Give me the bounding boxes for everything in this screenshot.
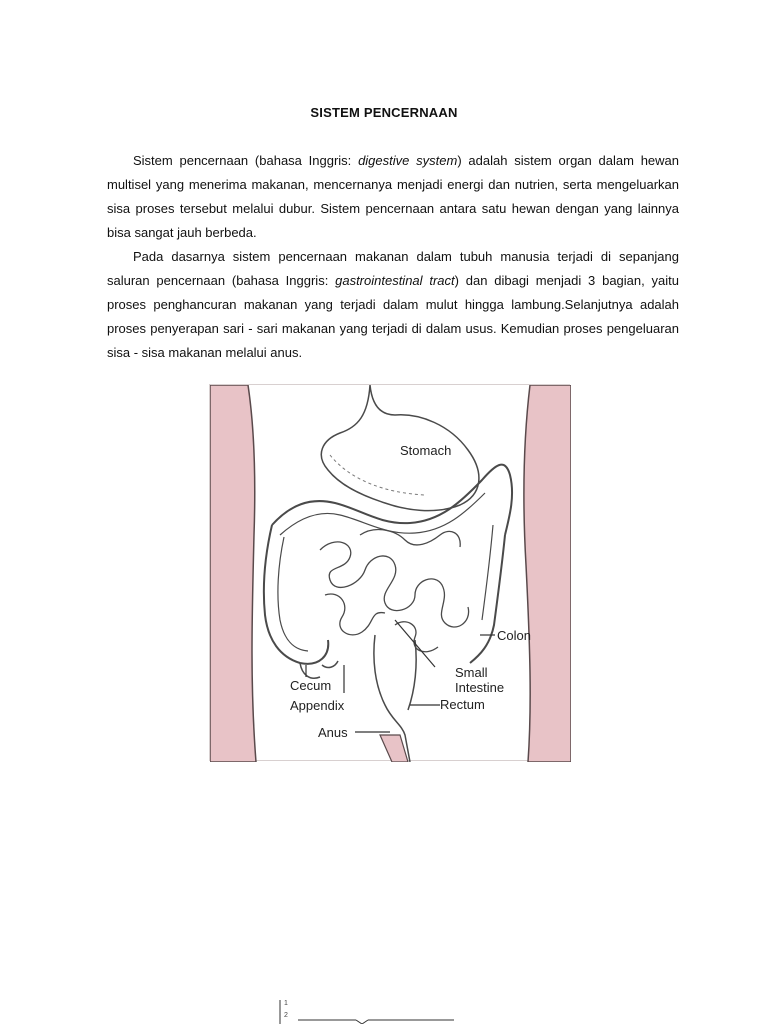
footer-number-2: 2 bbox=[284, 1012, 288, 1019]
footer-mark bbox=[278, 996, 478, 1024]
footer-number-1: 1 bbox=[284, 1000, 288, 1007]
paragraph-1 bbox=[107, 149, 679, 245]
label-stomach: Stomach bbox=[400, 443, 452, 458]
body-right-side bbox=[524, 385, 571, 762]
digestive-system-illustration bbox=[210, 385, 571, 762]
label-colon: Colon bbox=[497, 628, 531, 643]
body-left-side bbox=[210, 385, 256, 762]
anus-shape bbox=[380, 735, 408, 762]
label-cecum: Cecum bbox=[290, 678, 332, 693]
descending-colon bbox=[470, 535, 505, 663]
paragraph-2-italic: gastrointestinal tract bbox=[335, 273, 455, 288]
paragraph-1-italic: digestive system bbox=[358, 153, 458, 168]
digestive-system-diagram bbox=[209, 384, 570, 761]
transverse-colon bbox=[272, 465, 512, 535]
label-anus: Anus bbox=[318, 725, 348, 740]
cecum-shape bbox=[300, 663, 320, 678]
paragraph-2-text-b: ) dan dibagi menjadi 3 bagian, yaitu proses penghancuran makanan yang terjadi dalam mulut hingga lambung.Selanjutnya adalah proses penyerapan sari - sari makanan yang terjadi di dalam usus. Kemudian proses pengeluaran sisa - sisa makanan melalui anus. bbox=[107, 273, 679, 360]
footer-lines bbox=[278, 996, 478, 1024]
ascending-colon bbox=[264, 525, 328, 664]
label-rectum: Rectum bbox=[440, 697, 485, 712]
paragraph-1-text-b: ) adalah sistem organ dalam hewan multisel yang menerima makanan, mencernanya menjadi energi dan nutrien, serta mengeluarkan sisa proses tersebut melalui dubur. Sistem pencernaan antara satu hewan dengan yang lainnya bisa sangat jauh berbeda. bbox=[107, 153, 680, 240]
label-small: Small bbox=[455, 665, 488, 680]
label-intestine: Intestine bbox=[455, 680, 505, 695]
paragraph-2-text-a: Pada dasarnya sistem pencernaan makanan dalam tubuh manusia terjadi di sepanjang saluran pencernaan (bahasa Inggris: bbox=[107, 249, 679, 288]
paragraph-2 bbox=[107, 245, 679, 365]
appendix-shape bbox=[322, 661, 338, 668]
label-appendix: Appendix bbox=[290, 698, 345, 713]
paragraph-1-text-a: Sistem pencernaan (bahasa Inggris: bbox=[133, 153, 359, 168]
small-intestine-coils bbox=[320, 530, 469, 652]
document-title: SISTEM PENCERNAAN bbox=[310, 105, 458, 120]
